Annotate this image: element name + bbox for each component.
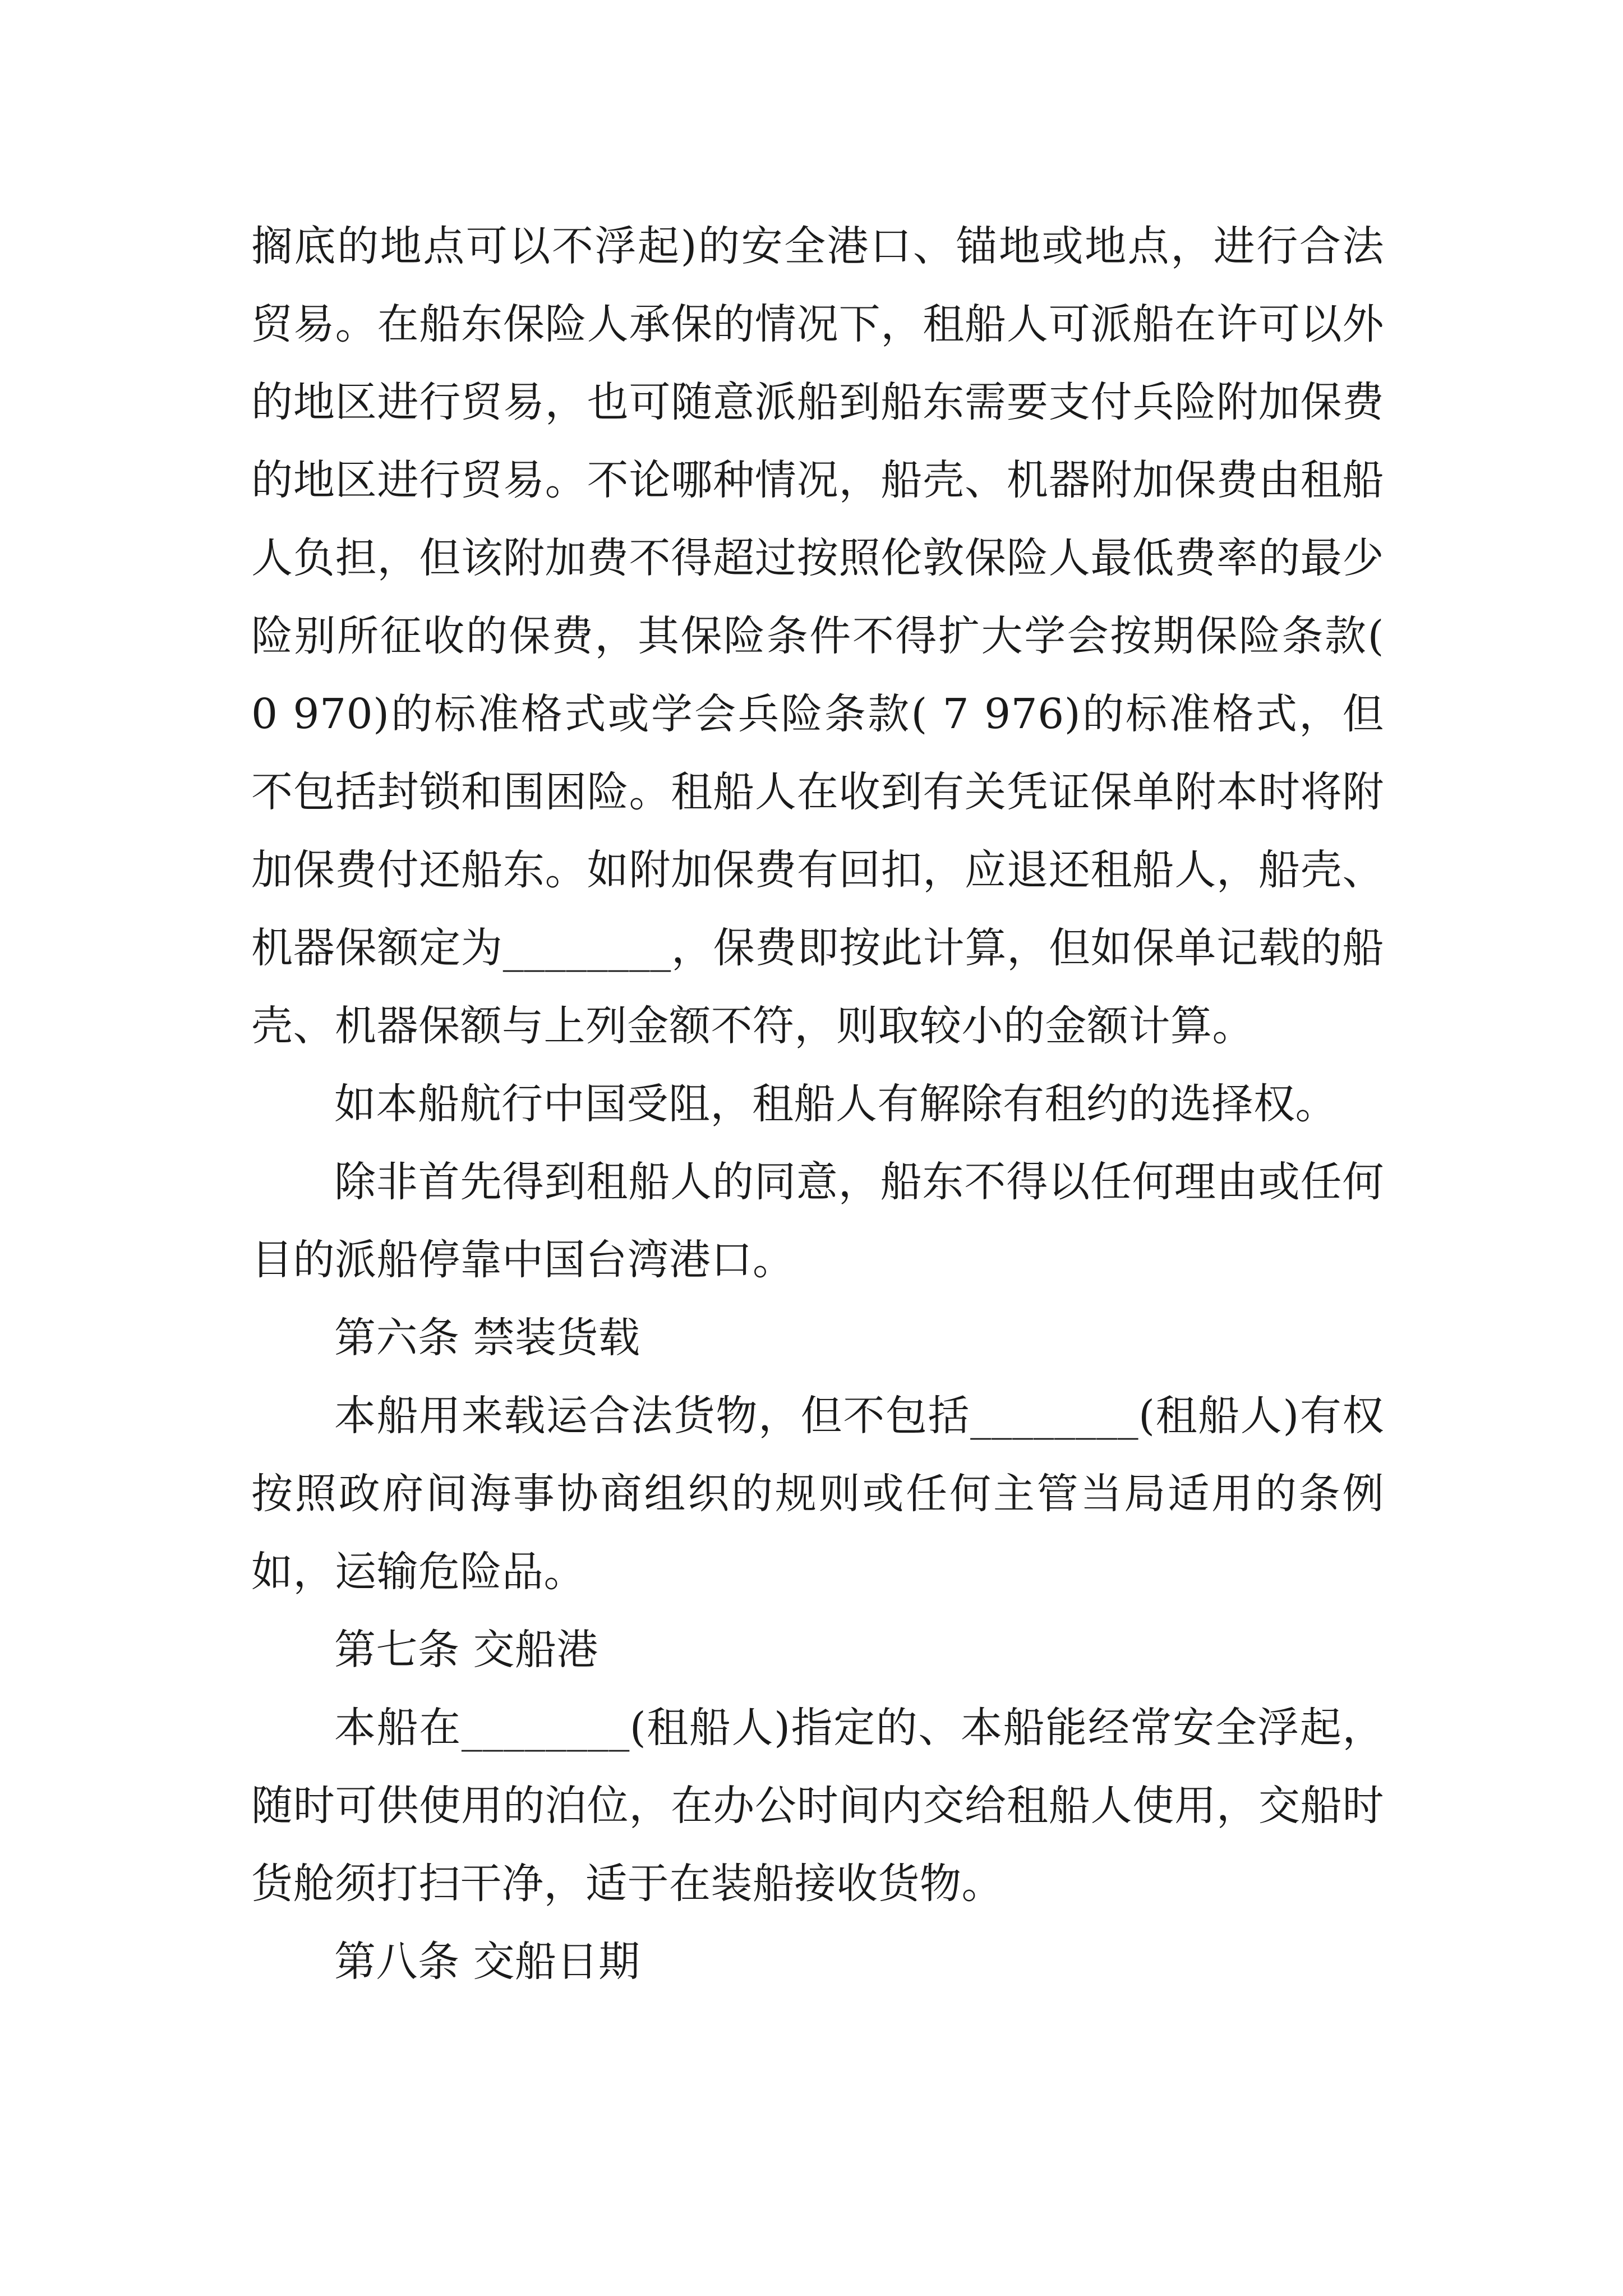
paragraph-delivery-port: 本船在________(租船人)指定的、本船能经常安全浮起，随时可供使用的泊位，在办公时间内交给租船人使用，交船时货舱须打扫干净，适于在装船接收货物。 [251,1704,1384,1908]
heading-article-8: 第八条 交船日期 [334,1938,640,1986]
heading-article-6: 第六条 禁装货载 [334,1314,640,1362]
paragraph-prohibited-cargo: 本船用来载运合法货物，但不包括________(租船人)有权按照政府间海事协商组织的规则或任何主管当局适用的条例如，运输危险品。 [251,1392,1384,1596]
heading-article-7: 第七条 交船港 [334,1626,599,1674]
document-body [251,208,1384,2001]
paragraph-taiwan-ports: 除非首先得到租船人的同意，船东不得以任何理由或任何目的派船停靠中国台湾港口。 [251,1158,1384,1284]
paragraph-continuation-insurance: 搁底的地点可以不浮起)的安全港口、锚地或地点，进行合法贸易。在船东保险人承保的情况下，租船人可派船在许可以外的地区进行贸易，也可随意派船到船东需要支付兵险附加保费的地区进行贸易。不论哪种情况，船壳、机器附加保费由租船人负担，但该附加费不得超过按照伦敦保险人最低费率的最少险别所征收的保费，其保险条件不得扩大学会按期保险条款( 0 970)的标准格式或学会兵险条款( 7 976)的标准格式，但不包括封锁和围困险。租船人在收到有关凭证保单附本时将附加保费付还船东。如附加保费有回扣，应退还租船人，船壳、机器保额定为________，保费即按此计算，但如保单记载的船壳、机器保额与上列金额不符，则取较小的金额计算。 [251,222,1384,1050]
paragraph-china-blocked: 如本船航行中国受阻，租船人有解除有租约的选择权。 [334,1080,1337,1128]
